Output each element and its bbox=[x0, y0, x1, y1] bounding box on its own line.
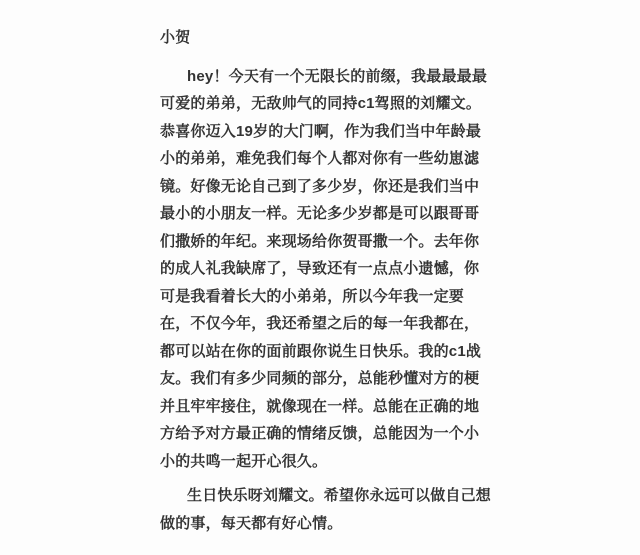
letter-paragraph-2: 生日快乐呀刘耀文。希望你永远可以做自己想做的事，每天都有好心情。 bbox=[160, 487, 492, 532]
letter-salutation: 小贺 bbox=[160, 29, 191, 46]
letter-paragraph-1: hey！今天有一个无限长的前缀，我最最最最可爱的弟弟，无敌帅气的同持c1驾照的刘耀文。恭喜你迈入19岁的大门啊，作为我们当中年龄最小的弟弟，难免我们每个人都对你有一些幼崽滤镜。好像无论自己到了多少岁，你还是我们当中最小的小朋友一样。无论多少岁都是可以跟哥哥们撒娇的年纪。来现场给你贺哥撒一个。去年你的成人礼我缺席了，导致还有一点点小遗憾，你可是我看着长大的小弟弟，所以今年我一定要在，不仅今年，我还希望之后的每一年我都在，都可以站在你的面前跟你说生日快乐。我的c1战友。我们有多少同频的部分，总能秒懂对方的梗并且牢牢接住，就像现在一样。总能在正确的地方给予对方最正确的情绪反馈，总能因为一个小小的共鸣一起开心很久。 bbox=[160, 67, 488, 470]
letter-body bbox=[160, 24, 492, 544]
